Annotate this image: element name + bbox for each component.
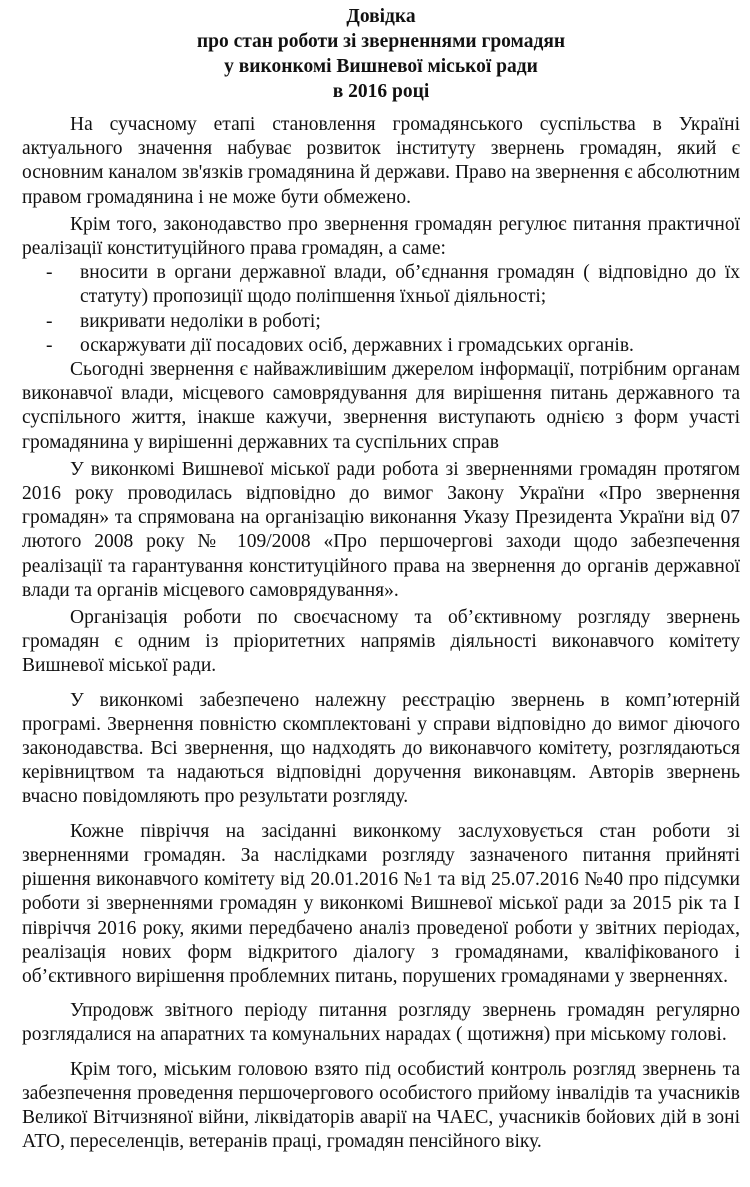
paragraph-priority: Організація роботи по своєчасному та об’єктивному розгляду звернень громадян є одним із пріоритетних напрямів діяльності виконавчого комітету Вишневої міської ради.: [22, 607, 740, 677]
bullet-dash: -: [46, 310, 53, 332]
list-item: [22, 310, 740, 334]
list-item-text: викривати недоліки в роботі;: [80, 310, 321, 332]
heading-title: Довідка: [346, 6, 416, 27]
document-heading: [22, 4, 740, 104]
heading-organization: у виконкомі Вишневої міської ради: [224, 56, 538, 77]
bullet-dash: -: [46, 262, 53, 284]
paragraph-registration: У виконкомі забезпечено належну реєстрацію звернень в комп’ютерній програмі. Звернення повністю скомплектовані у справи відповідно до вимог діючого законодавства. Всі звернення, що надходять до виконавчого комітету, розглядаються керівництвом та надаються відповідні доручення виконавцям. Авторів звернень вчасно повідомляють про результати розгляду.: [22, 689, 740, 808]
paragraph-meetings: Упродовж звітного періоду питання розгляду звернень громадян регулярно розглядалися на апаратних та комунальних нарадах ( щотижня) при міському голові.: [22, 1000, 740, 1046]
paragraph-personal-control: Крім того, міським головою взято під особистий контроль розгляд звернень та забезпечення проведення першочергового особистого прийому інвалідів та учасників Великої Вітчизняної війни, ліквідаторів аварії на ЧАЕС, учасників бойових дій в зоні АТО, переселенців, ветеранів праці, громадян пенсійного віку.: [22, 1058, 740, 1153]
list-item-text: оскаржувати дії посадових осіб, державних і громадських органів.: [80, 334, 634, 356]
paragraph-semiannual-review: Кожне півріччя на засіданні виконкому заслуховується стан роботи зі зверненнями громадян. За наслідками розгляду зазначеного питання прийняті рішення виконавчого комітету від 20.01.2016 №1 та від 25.07.2016 №40 про підсумки роботи зі зверненнями громадян у виконкомі Вишневої міської ради за 2015 рік та І півріччя 2016 року, якими передбачено аналіз проведеної роботи у звітних періодах, реалізація нових форм відкритого діалогу з громадянами, кваліфікованого і об’єктивного вирішення проблемних питань, порушених громадянами у зверненнях.: [22, 820, 740, 987]
bullet-dash: -: [46, 334, 53, 356]
heading-period: в 2016 році: [332, 81, 430, 102]
list-item-text: вносити в органи державної влади, об’єднання громадян ( відповідно до їх статуту) пропозиції щодо поліпшення їхньої діяльності;: [80, 262, 740, 308]
paragraph-law-intro: Крім того, законодавство про звернення громадян регулює питання практичної реалізації конституційного права громадян, а саме:: [22, 213, 740, 260]
heading-subject: про стан роботи зі зверненнями громадян: [196, 31, 566, 52]
list-item: [22, 261, 740, 309]
paragraph-importance: Сьогодні звернення є найважливішим джерелом інформації, потрібним органам виконавчої влади, місцевого самоврядування для вирішення питань державного та суспільного життя, інакше кажучи, звернення виступають однією з форм участі громадянина у вирішенні державних та суспільних справ: [22, 359, 740, 453]
rights-list: [22, 261, 740, 358]
paragraph-legal-basis: У виконкомі Вишневої міської ради робота зі зверненнями громадян протягом 2016 року проводилась відповідно до вимог Закону України «Про звернення громадян» та спрямована на організацію виконання Указу Президента України від 07 лютого 2008 року № 109/2008 «Про першочергові заходи щодо забезпечення реалізації та гарантування конституційного права на звернення до органів державної влади та органів місцевого самоврядування».: [22, 458, 740, 601]
paragraph-intro: На сучасному етапі становлення громадянського суспільства в Україні актуального значення набуває розвиток інституту звернень громадян, який є основним каналом зв'язків громадянина й держави. Право на звернення є абсолютним правом громадянина і не може бути обмежено.: [22, 114, 740, 208]
list-item: [22, 334, 740, 358]
